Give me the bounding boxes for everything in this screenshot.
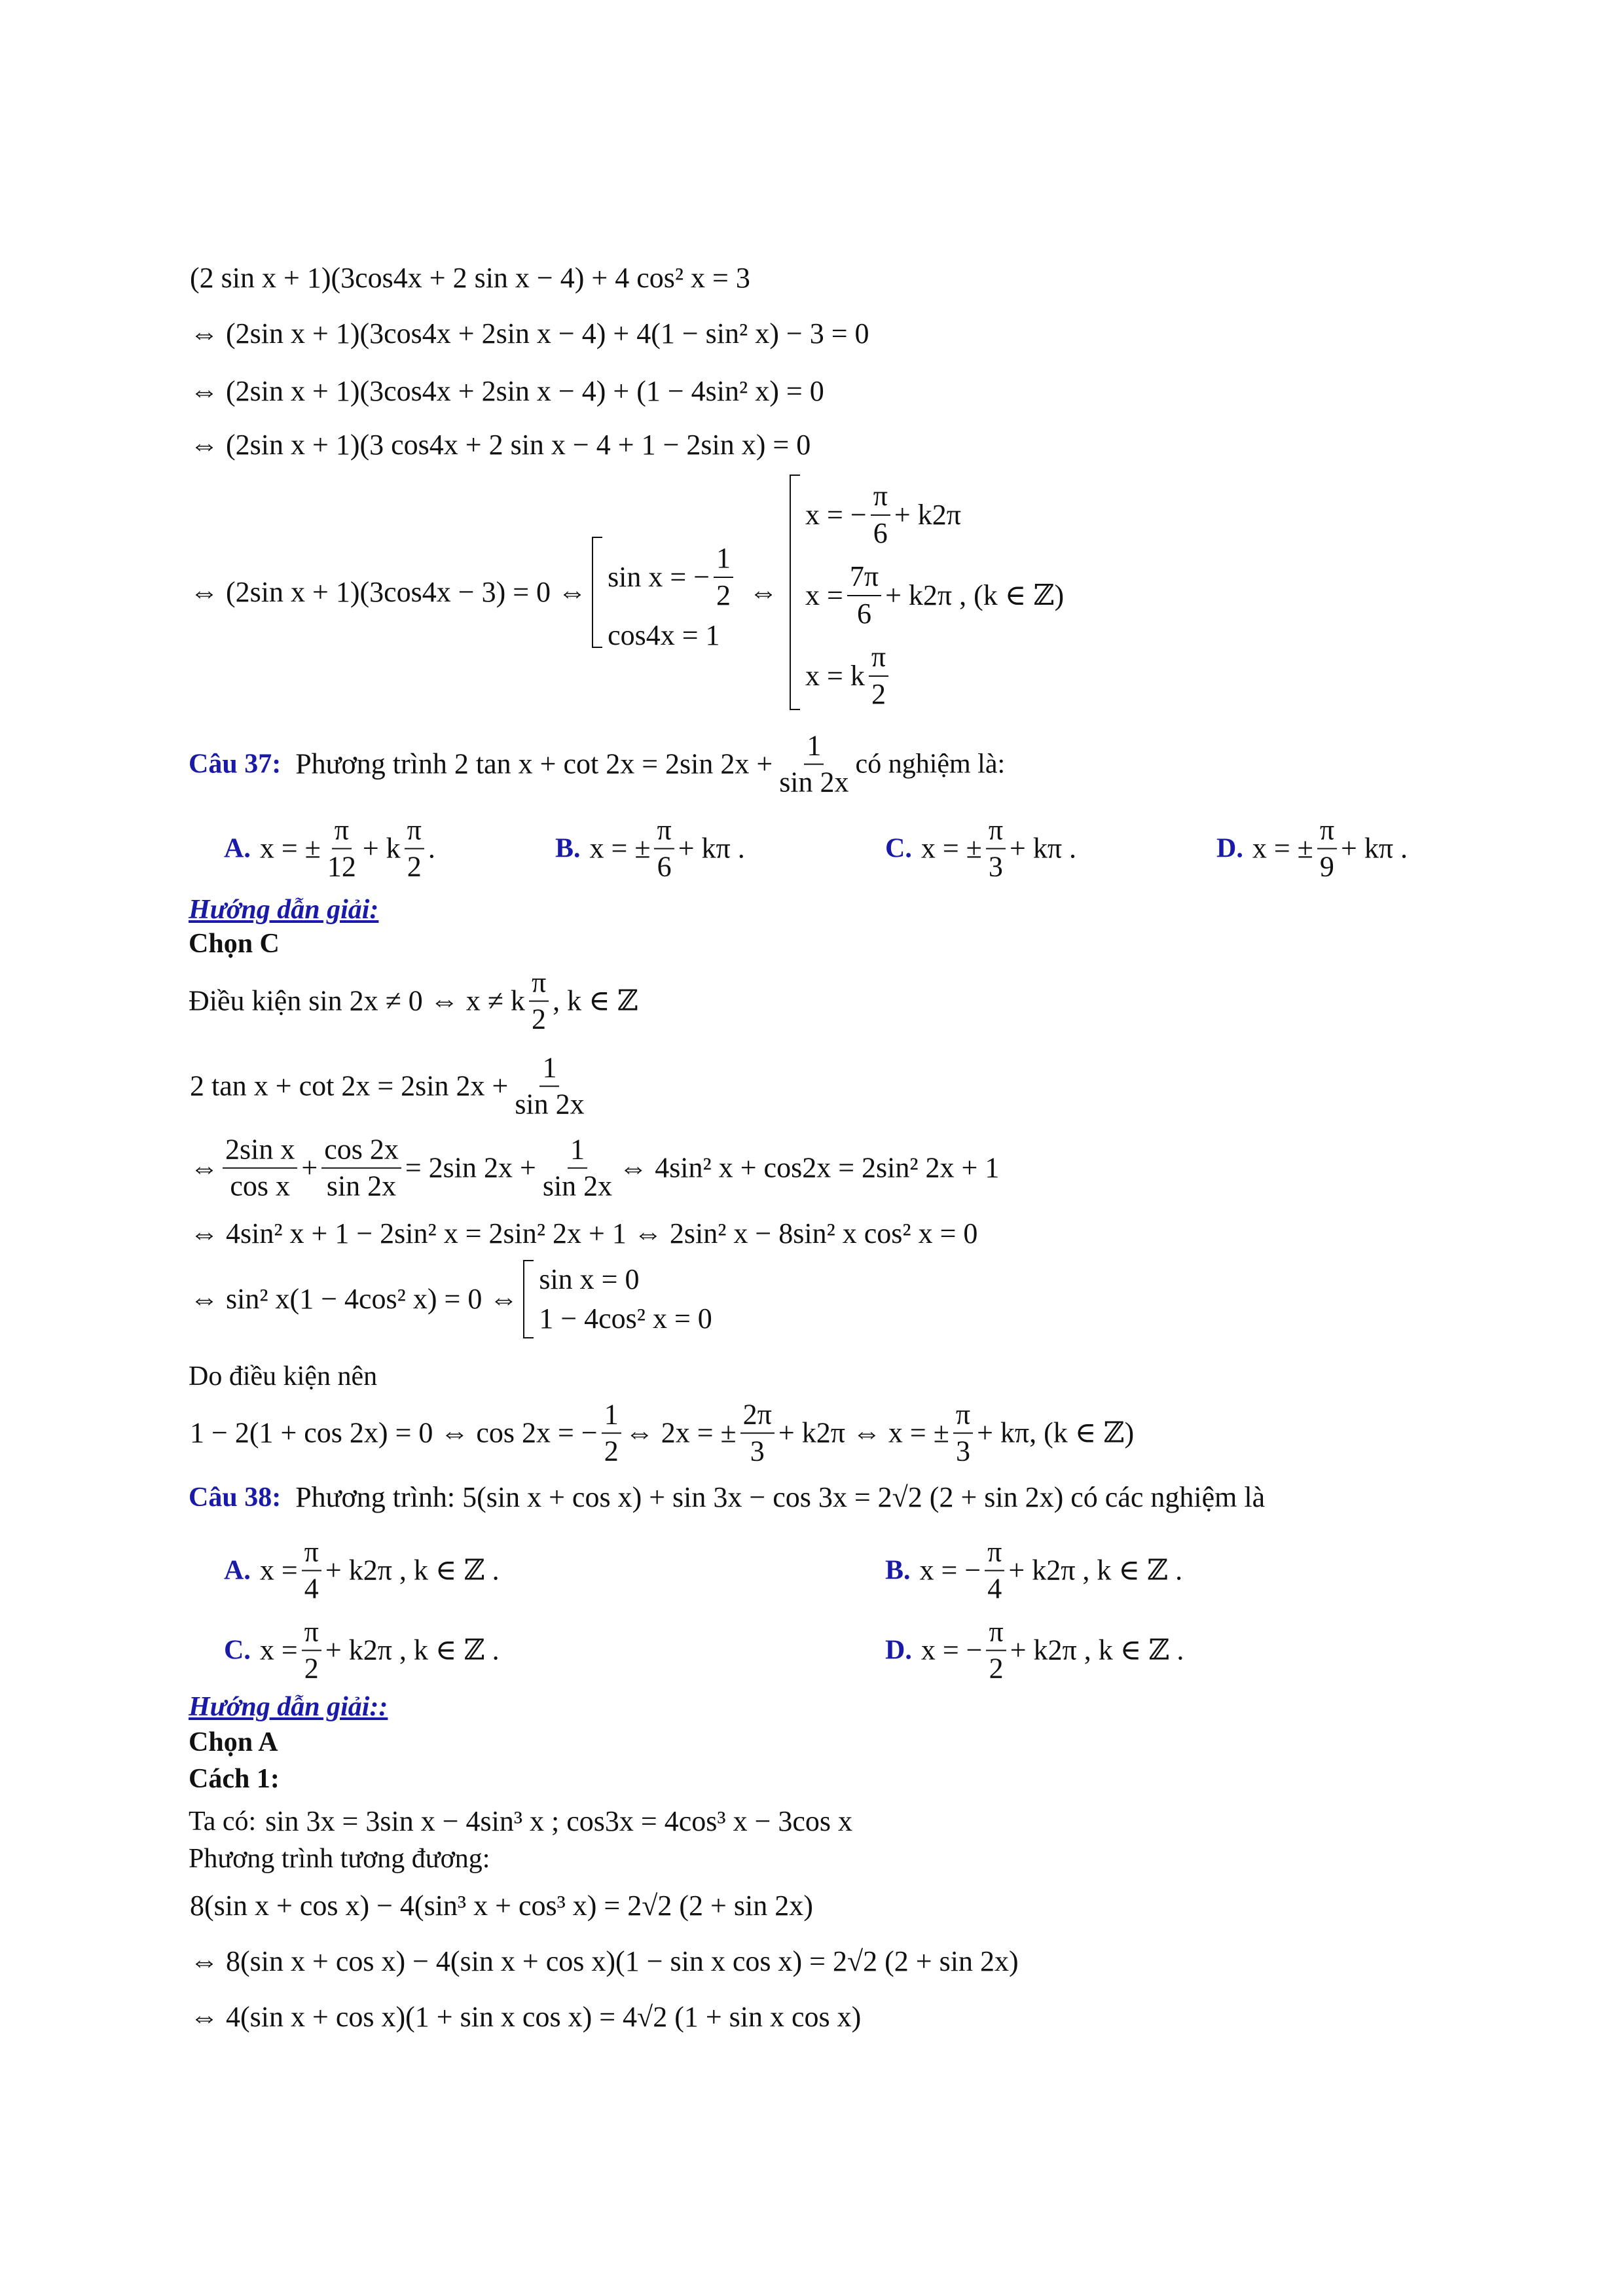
option-c[interactable]: C. x = $\frac{\pi}{2}$ + k2π , k ∈ ℤ . [224, 1615, 500, 1685]
question-38-label: Câu 38: [189, 1482, 282, 1513]
option-a[interactable]: A. x = $\frac{\pi}{4}$ + k2π , k ∈ ℤ . [224, 1535, 500, 1605]
system-solutions: x = − $\frac{\pi}{6}$ + k2π x = $\frac{7\pi}{6}$ + k2π , (k ∈ ℤ) x = k $\frac{\pi}{2}$ [790, 475, 1064, 710]
option-d[interactable]: D. x = ± $\frac{\pi}{9}$ + kπ . [1216, 814, 1408, 883]
system-sin-cos: sin x = − $\frac{1}{2}$ cos4x = 1 [592, 537, 737, 648]
option-a[interactable]: A. x = ± $\frac{\pi}{12}$ + k $\frac{\pi}{2}$ . [224, 814, 435, 883]
question-37-label: Câu 37: [189, 749, 282, 780]
option-b[interactable]: B. x = ± $\frac{\pi}{6}$ + kπ . [555, 814, 745, 883]
option-b[interactable]: B. x = − $\frac{\pi}{4}$ + k2π , k ∈ ℤ . [885, 1535, 1183, 1605]
option-c[interactable]: C. x = ± $\frac{\pi}{3}$ + kπ . [885, 814, 1077, 883]
system-q37: sin x = 0 1 − 4cos² x = 0 [523, 1260, 712, 1338]
option-d[interactable]: D. x = − $\frac{\pi}{2}$ + k2π , k ∈ ℤ . [885, 1615, 1184, 1685]
